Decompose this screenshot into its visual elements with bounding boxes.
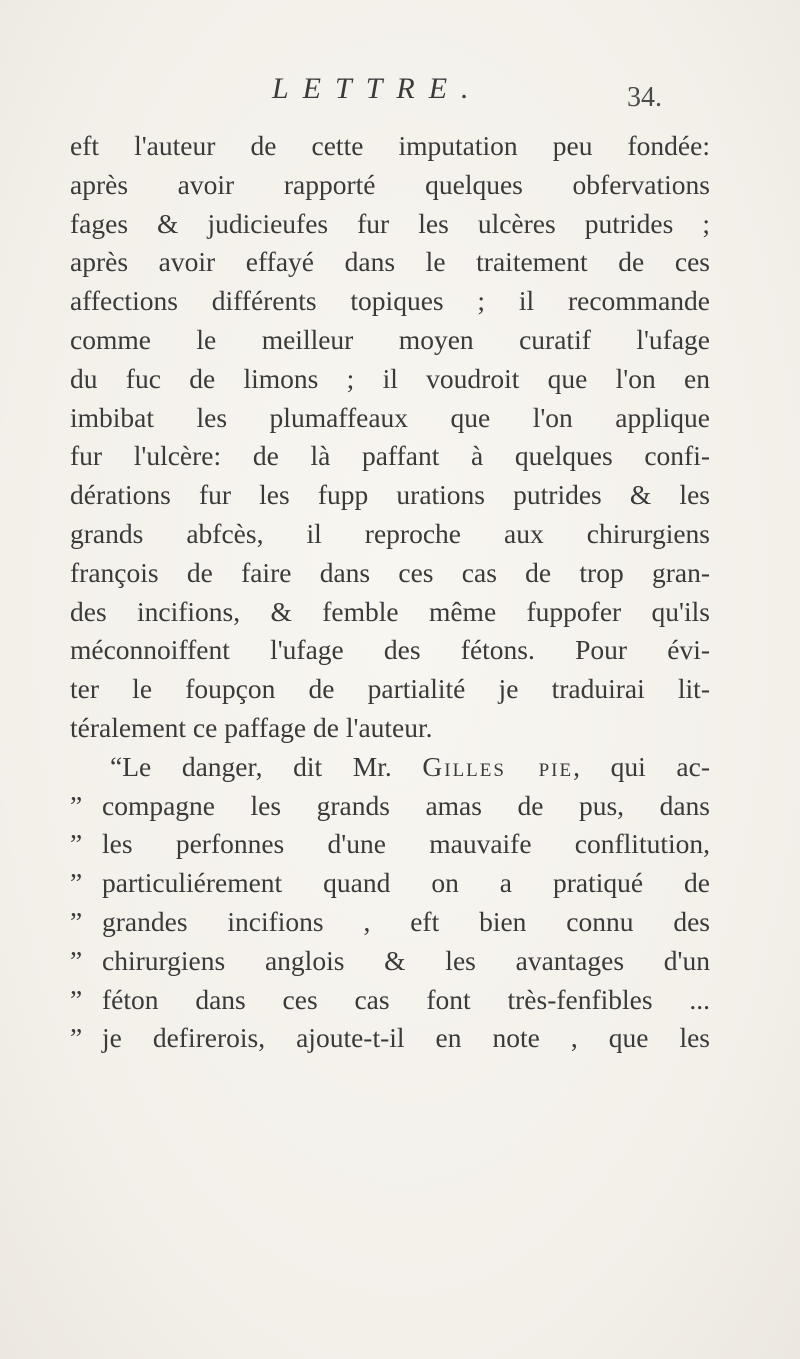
quote-mark: ” — [70, 983, 83, 1015]
quote-line-text: chirurgiens anglois & les avantages d'un — [102, 944, 710, 976]
quote-opening-line — [70, 748, 710, 787]
quote-mark: ” — [70, 905, 83, 937]
quote-open-text: “Le danger, dit Mr. — [110, 750, 423, 782]
running-head: LETTRE. — [272, 72, 483, 105]
quote-line — [70, 825, 710, 864]
text-line: du fuc de limons ; il voudroit que l'on en — [70, 362, 710, 394]
text-line: téralement ce paffage de l'auteur. — [70, 711, 433, 743]
quote-mark: ” — [70, 867, 83, 899]
text-line: françois de faire dans ces cas de trop gran- — [70, 556, 710, 588]
quote-open-rest: , qui ac- — [573, 750, 710, 782]
text-line: affections différents topiques ; il recommande — [70, 285, 710, 317]
quote-mark: ” — [70, 789, 83, 821]
quote-line — [70, 864, 710, 903]
quote-line — [70, 942, 710, 981]
page-number: 34. — [627, 82, 662, 113]
page-header — [0, 72, 800, 122]
text-line: comme le meilleur moyen curatif l'ufage — [70, 323, 710, 355]
quote-mark: ” — [70, 828, 83, 860]
quote-line-text: particuliérement quand on a pratiqué de — [102, 867, 710, 899]
quote-line — [70, 981, 710, 1020]
quote-mark: ” — [70, 944, 83, 976]
quote-line-text: grandes incifions , eft bien connu des — [102, 905, 710, 937]
quote-line-text: je defirerois, ajoute-t-il en note , que les — [102, 1022, 710, 1054]
quote-line — [70, 1019, 710, 1058]
text-line: grands abfcès, il reproche aux chirurgiens — [70, 517, 710, 549]
text-line: après avoir effayé dans le traitement de ces — [70, 246, 710, 278]
text-line: eft l'auteur de cette imputation peu fondée: — [70, 130, 710, 161]
quote-mark: ” — [70, 1022, 83, 1054]
quote-line-text: les perfonnes d'une mauvaife conflitution, — [102, 828, 710, 860]
text-line: imbibat les plumaffeaux que l'on applique — [70, 401, 710, 433]
text-line: après avoir rapporté quelques obfervations — [70, 168, 710, 200]
text-line: fur l'ulcère: de là paffant à quelques confi- — [70, 440, 710, 472]
text-line: fages & judicieufes fur les ulcères putrides ; — [70, 207, 710, 239]
text-line: méconnoiffent l'ufage des fétons. Pour évi- — [70, 634, 710, 666]
text-line: des incifions, & femble même fuppofer qu'ils — [70, 595, 710, 627]
quote-line — [70, 903, 710, 942]
body-text — [70, 127, 710, 1058]
quote-line-text: féton dans ces cas font très-fenfibles ... — [102, 983, 710, 1015]
quote-line-text: compagne les grands amas de pus, dans — [102, 789, 710, 821]
quote-author: Gilles pie — [422, 750, 574, 782]
text-line: ter le foupçon de partialité je traduirai lit- — [70, 673, 710, 705]
quote-line — [70, 787, 710, 826]
text-line: dérations fur les fupp urations putrides & les — [70, 479, 710, 511]
